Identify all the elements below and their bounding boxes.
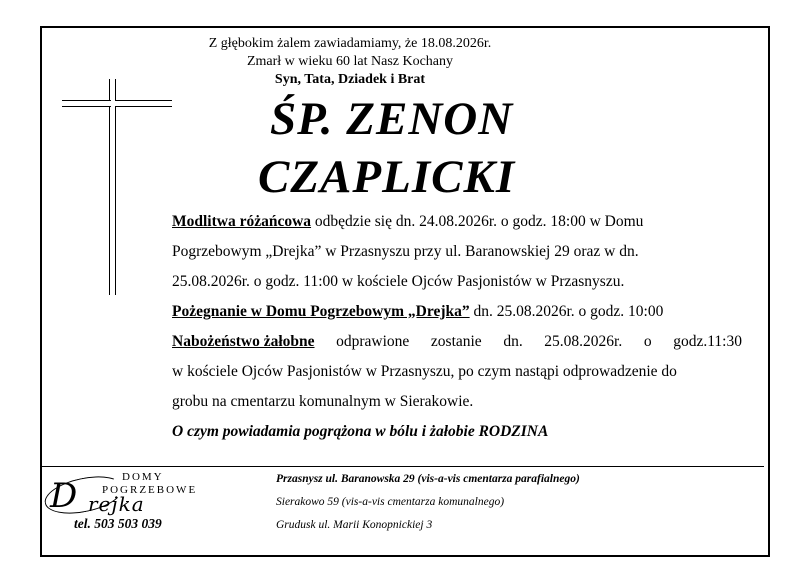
rosary-text-1: odbędzie się dn. 24.08.2026r. o godz. 18:00 w Domu <box>311 213 644 230</box>
intro-line-3: Syn, Tata, Dziadek i Brat <box>274 72 426 87</box>
farewell-line <box>172 303 663 321</box>
mass-word: godz.11:30 <box>673 333 742 350</box>
footer-divider <box>42 466 764 467</box>
rosary-line-2: Pogrzebowym „Drejka” w Przasnyszu przy ul. Baranowskiej 29 oraz w dn. <box>172 243 639 260</box>
mass-label: Nabożeństwo żałobne <box>172 333 315 350</box>
intro-line-1: Z głębokim żalem zawiadamiamy, że 18.08.2026r. <box>208 36 492 51</box>
mass-word: o <box>643 333 652 350</box>
address-1: Przasnysz ul. Baranowska 29 (vis-a-vis cmentarza parafialnego) <box>276 473 580 485</box>
farewell-label: Pożegnanie w Domu Pogrzebowym „Drejka” <box>172 303 470 320</box>
logo-line-1: DOMY <box>122 471 164 483</box>
address-3: Grudusk ul. Marii Konopnickiej 3 <box>276 519 433 531</box>
deceased-name-line-2: CZAPLICKI <box>258 151 516 203</box>
logo-line-2: POGRZEBOWE <box>102 484 198 496</box>
mass-line-2: w kościele Ojców Pasjonistów w Przasnyszu, po czym nastąpi odprowadzenie do <box>172 363 677 380</box>
mass-line-1 <box>172 333 742 351</box>
mass-word: 25.08.2026r. <box>544 333 623 350</box>
farewell-text: dn. 25.08.2026r. o godz. 10:00 <box>469 303 664 320</box>
mass-line-3: grobu na cmentarzu komunalnym w Sierakowie. <box>172 393 474 410</box>
mass-word: zostanie <box>430 333 482 350</box>
rosary-line-1 <box>172 213 643 231</box>
phone-number: tel. 503 503 039 <box>74 516 162 531</box>
mass-word: dn. <box>503 333 523 350</box>
deceased-name-line-1: ŚP. ZENON <box>270 93 514 145</box>
intro-line-2: Zmarł w wieku 60 lat Nasz Kochany <box>246 54 454 69</box>
rosary-line-3: 25.08.2026r. o godz. 11:00 w kościele Ojców Pasjonistów w Przasnyszu. <box>172 273 625 290</box>
rosary-label: Modlitwa różańcowa <box>172 213 312 230</box>
logo-initial: D <box>50 476 78 516</box>
address-2: Sierakowo 59 (vis-a-vis cmentarza komunalnego) <box>276 496 505 508</box>
mass-word: odprawione <box>336 333 410 350</box>
closing-line: O czym powiadamia pogrążona w bólu i żałobie RODZINA <box>172 423 549 440</box>
logo-script: rejka <box>88 492 145 516</box>
